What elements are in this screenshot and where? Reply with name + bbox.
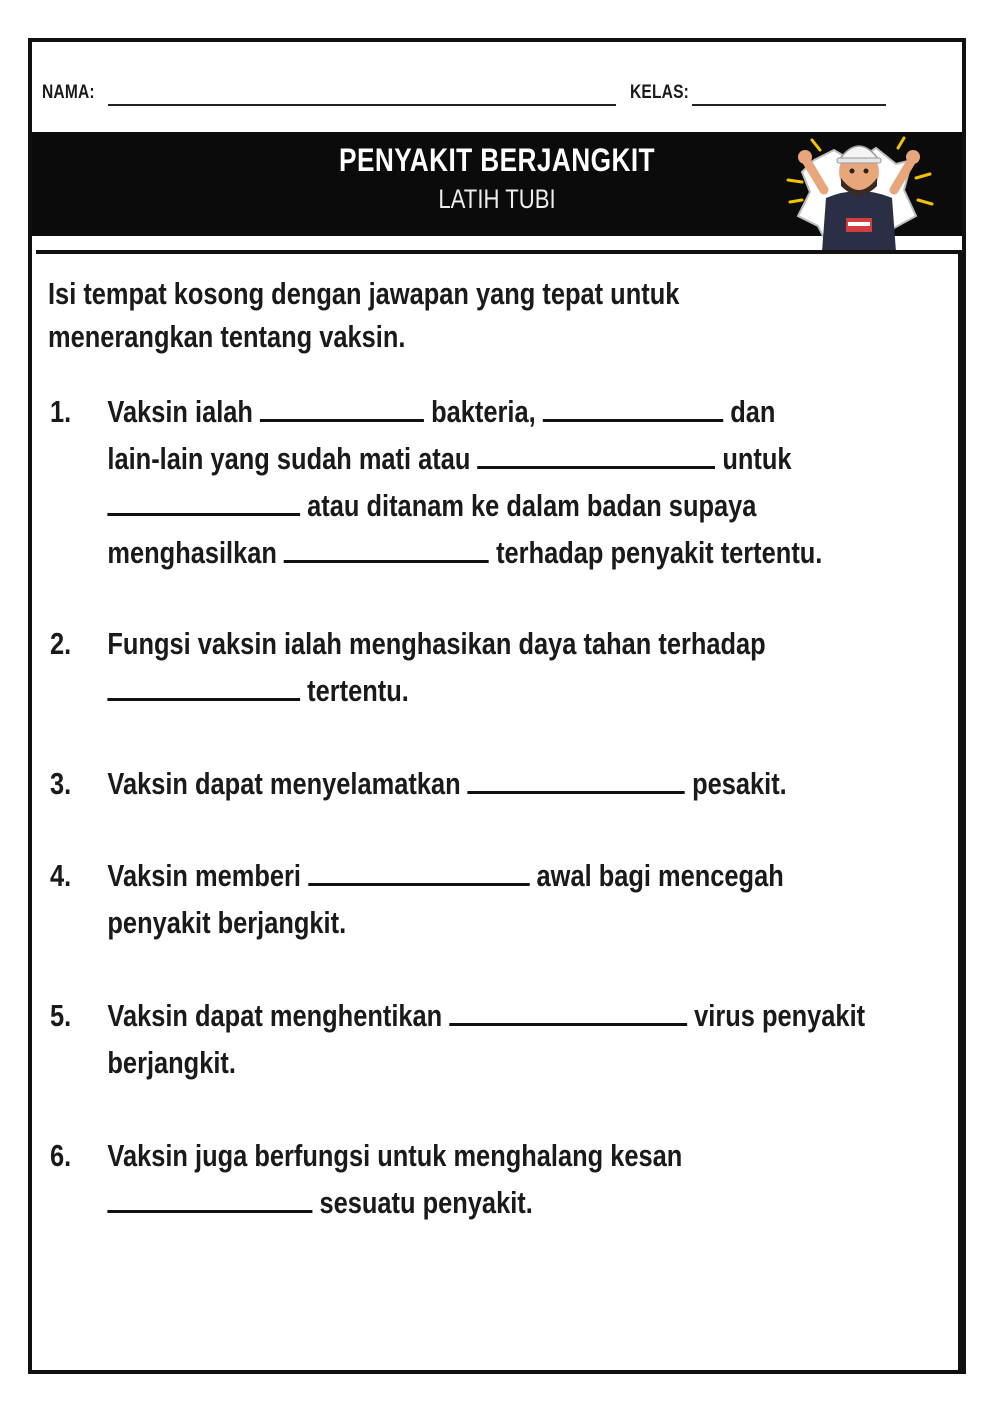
question-number: 2. — [50, 626, 72, 661]
question-text: berjangkit. — [107, 1045, 236, 1080]
question-number: 3. — [50, 766, 72, 801]
question-text: terhadap penyakit tertentu. — [496, 535, 823, 570]
answer-blank[interactable] — [449, 995, 687, 1026]
question-text: tertentu. — [307, 673, 409, 708]
question-number: 4. — [50, 858, 72, 893]
answer-blank[interactable] — [107, 1182, 312, 1213]
question-text: virus penyakit — [694, 998, 866, 1033]
question-text: Vaksin ialah — [107, 394, 253, 429]
page-title: PENYAKIT BERJANGKIT — [339, 142, 655, 178]
question-number: 5. — [50, 998, 72, 1033]
question-number: 1. — [50, 394, 72, 429]
question-text: pesakit. — [692, 766, 787, 801]
answer-blank[interactable] — [260, 391, 424, 422]
content-panel — [36, 250, 962, 1370]
question-text: menghasilkan — [107, 535, 277, 570]
answer-blank[interactable] — [468, 763, 685, 794]
question-number: 6. — [50, 1138, 72, 1173]
question-text: dan — [730, 394, 776, 429]
answer-blank[interactable] — [543, 391, 723, 422]
question-text: Vaksin juga berfungsi untuk menghalang kesan — [107, 1138, 683, 1173]
worksheet-frame — [28, 38, 966, 1374]
question-text: bakteria, — [431, 394, 536, 429]
instruction-line: Isi tempat kosong dengan jawapan yang tepat untuk — [48, 276, 680, 311]
page-subtitle: LATIH TUBI — [438, 184, 556, 214]
question-text: Fungsi vaksin ialah menghasikan daya tahan terhadap — [107, 626, 766, 661]
answer-blank[interactable] — [107, 485, 300, 516]
name-label: NAMA: — [42, 82, 95, 103]
class-field[interactable] — [692, 104, 886, 106]
question-text: Vaksin memberi — [107, 858, 301, 893]
student-info-row — [32, 42, 962, 132]
answer-blank[interactable] — [478, 438, 716, 469]
mascot-illustration — [784, 120, 934, 252]
answer-blank[interactable] — [107, 670, 300, 701]
question-text: atau ditanam ke dalam badan supaya — [307, 488, 757, 523]
answer-blank[interactable] — [284, 532, 489, 563]
question-text: Vaksin dapat menyelamatkan — [107, 766, 461, 801]
question-text: lain-lain yang sudah mati atau — [107, 441, 471, 476]
class-label: KELAS: — [630, 82, 689, 103]
question-text: sesuatu penyakit. — [319, 1185, 533, 1220]
instruction-line: menerangkan tentang vaksin. — [48, 319, 406, 354]
question-text: awal bagi mencegah — [536, 858, 784, 893]
question-text: Vaksin dapat menghentikan — [107, 998, 443, 1033]
question-text: penyakit berjangkit. — [107, 905, 347, 940]
answer-blank[interactable] — [308, 855, 529, 886]
question-text: untuk — [722, 441, 792, 476]
instructions — [48, 272, 901, 358]
name-field[interactable] — [108, 104, 616, 106]
